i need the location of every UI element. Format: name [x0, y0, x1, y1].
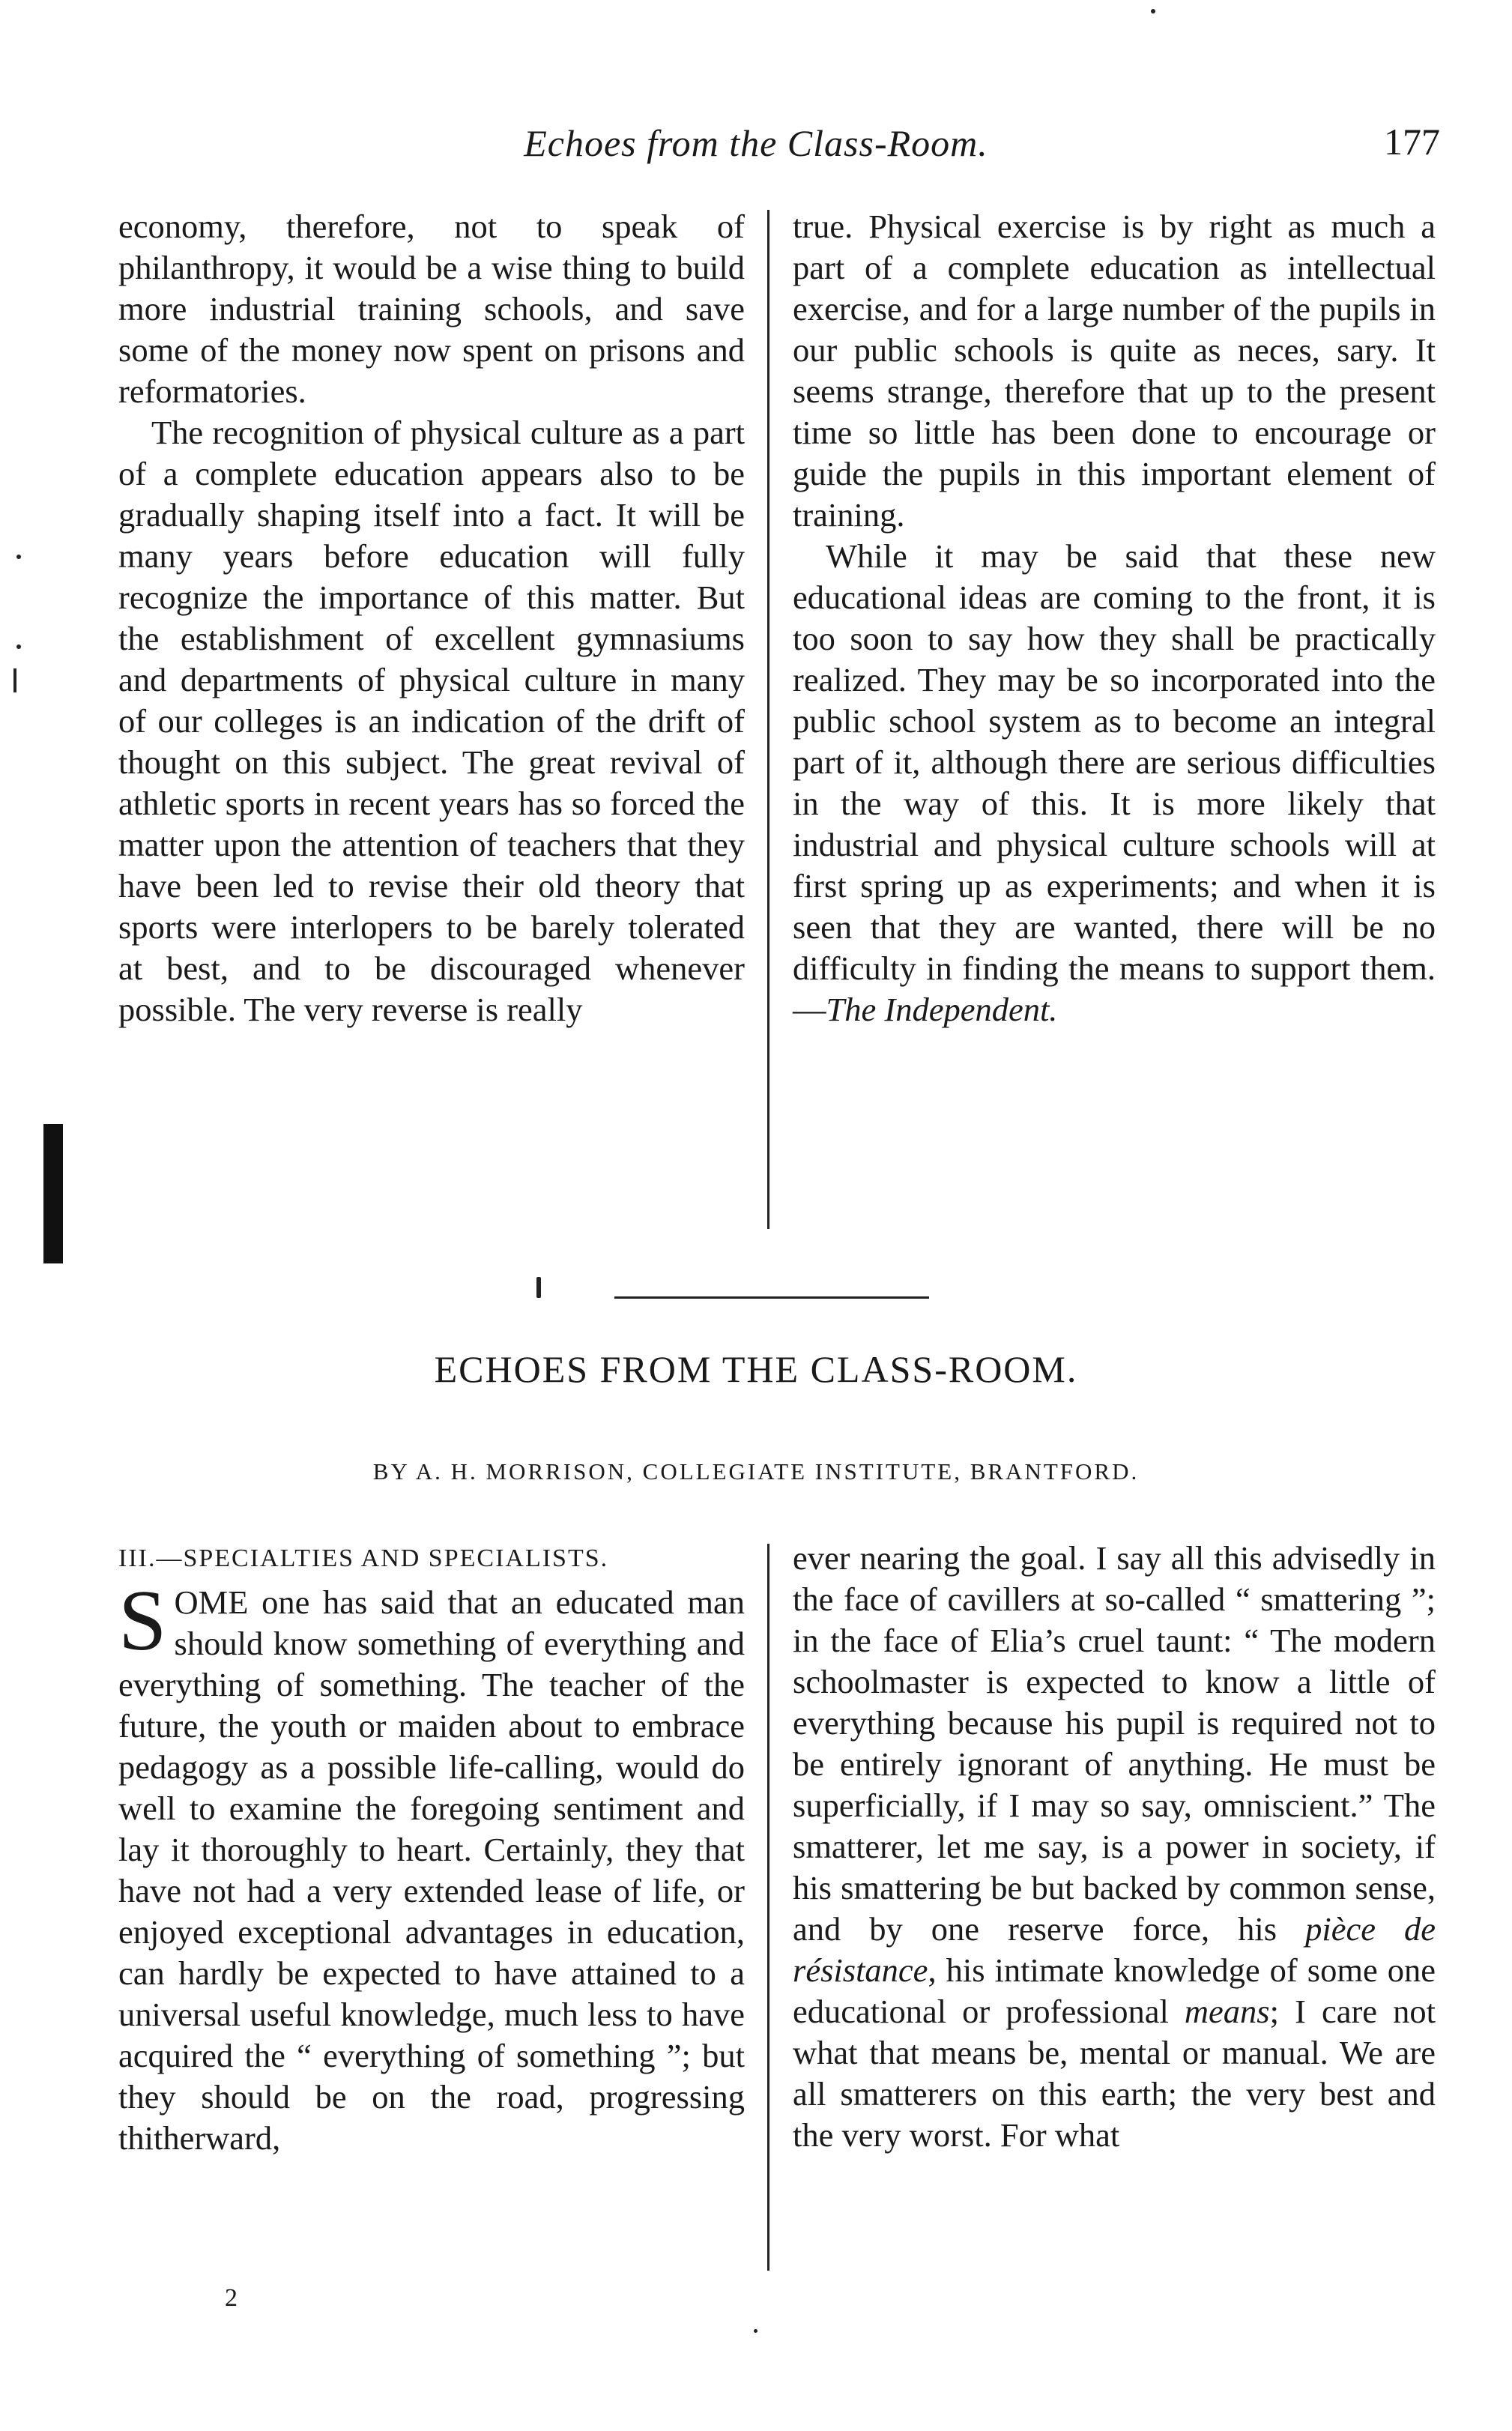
paragraph-text: ever nearing the goal. I say all this advisedly in the face of cavillers at so-called “ smattering ”; in the face of Elia’s cruel taunt: “ The modern schoolmaster is expected to know a little of everything because his pupil is required not to be entirely ignorant of anything. He must be superficially, if I may so say, omniscient.” The smatterer, let me say, is a power in society, if his smattering be but backed by common sense, and by one reserve force, his — [793, 1539, 1436, 1948]
paragraph: economy, therefore, not to speak of philanthropy, it would be a wise thing to build more industrial training schools, and save some of the money now spent on prisons and reformatories. — [118, 208, 745, 410]
column-1 — [118, 206, 745, 1030]
section-divider — [614, 1296, 929, 1299]
column-2 — [793, 206, 1436, 1030]
paragraph — [118, 1573, 745, 2159]
page-number: 177 — [1384, 121, 1440, 163]
paragraph: true. Physical exercise is by right as much a part of a complete education as intellectual exercise, and for a large number of the pupils in our public schools is quite as neces, sary. It seems strange, therefore that up to the present time so little has been done to encourage or guide the pupils in this important element of training. — [793, 208, 1436, 534]
ink-speck — [536, 1277, 541, 1298]
paragraph-text: While it may be said that these new educational ideas are coming to the front, it is too soon to say how they shall be practically realized. They may be so incorporated into the public school system as to become an integral part of it, although there are serious difficulties in the way of this. It is more likely that industrial and physical culture schools will at first spring up as experiments; and when it is seen that they are wanted, there will be no difficulty in finding the means to support them.— — [793, 537, 1436, 1028]
author-byline: BY A. H. MORRISON, COLLEGIATE INSTITUTE, BRANTFORD. — [372, 1458, 1140, 1485]
column-3 — [118, 1538, 745, 2159]
ink-speck — [754, 2329, 757, 2333]
signature-mark: 2 — [225, 2284, 238, 2312]
scan-artifact-bar — [43, 1124, 63, 1263]
drop-cap: S — [118, 1573, 167, 1669]
article-subheading: III.—SPECIALTIES AND SPECIALISTS. — [118, 1544, 609, 1572]
paragraph: The recognition of physical culture as a part of a complete education appears also to be gradually shaping itself into a fact. It will be many years before education will fully recognize the importance of this matter. But the establishment of excellent gymnasiums and departments of physical culture in many of our colleges is an indication of the drift of thought on this subject. The great revival of athletic sports in recent years has so forced the matter upon the attention of teachers that they have been led to revise their old theory that sports were interlopers to be barely tolerated at best, and to be discouraged whenever possible. The very reverse is really — [118, 414, 745, 1028]
emphasis: means — [1184, 1993, 1270, 2030]
ink-speck — [1151, 9, 1155, 13]
paragraph — [793, 536, 1436, 1030]
paragraph — [793, 1538, 1436, 2156]
column-rule — [767, 1544, 769, 2271]
emphasis: pièce de résistance — [793, 1910, 1436, 1989]
ink-speck — [16, 644, 21, 649]
column-rule — [767, 210, 769, 1229]
section-title: ECHOES FROM THE CLASS-ROOM. — [434, 1348, 1078, 1390]
column-4 — [793, 1538, 1436, 2156]
paragraph-text: OME one has said that an educated man should know something of everything and everything of something. The teacher of the future, the youth or maiden about to embrace pedagogy as a possible life-calling, would do well to examine the foregoing sentiment and lay it thoroughly to heart. Certainly, they that have not had a very extended lease of life, or enjoyed exceptional advantages in education, can hardly be expected to have attained to a universal useful knowledge, much less to have acquired the “ everything of something ”; but they should be on the road, progressing thitherward, — [118, 1583, 745, 2157]
source-citation: The Independent. — [826, 991, 1058, 1028]
running-title: Echoes from the Class-Room. — [524, 122, 988, 164]
ink-speck — [16, 555, 21, 559]
paragraph-text: ; I care not what that means be, mental or manual. We are all smatterers on this earth; the very best and the very worst. For what — [793, 1993, 1436, 2154]
ink-speck — [13, 668, 16, 692]
paragraph-text: , his intimate knowledge of some one educational or professional — [793, 1951, 1436, 2030]
